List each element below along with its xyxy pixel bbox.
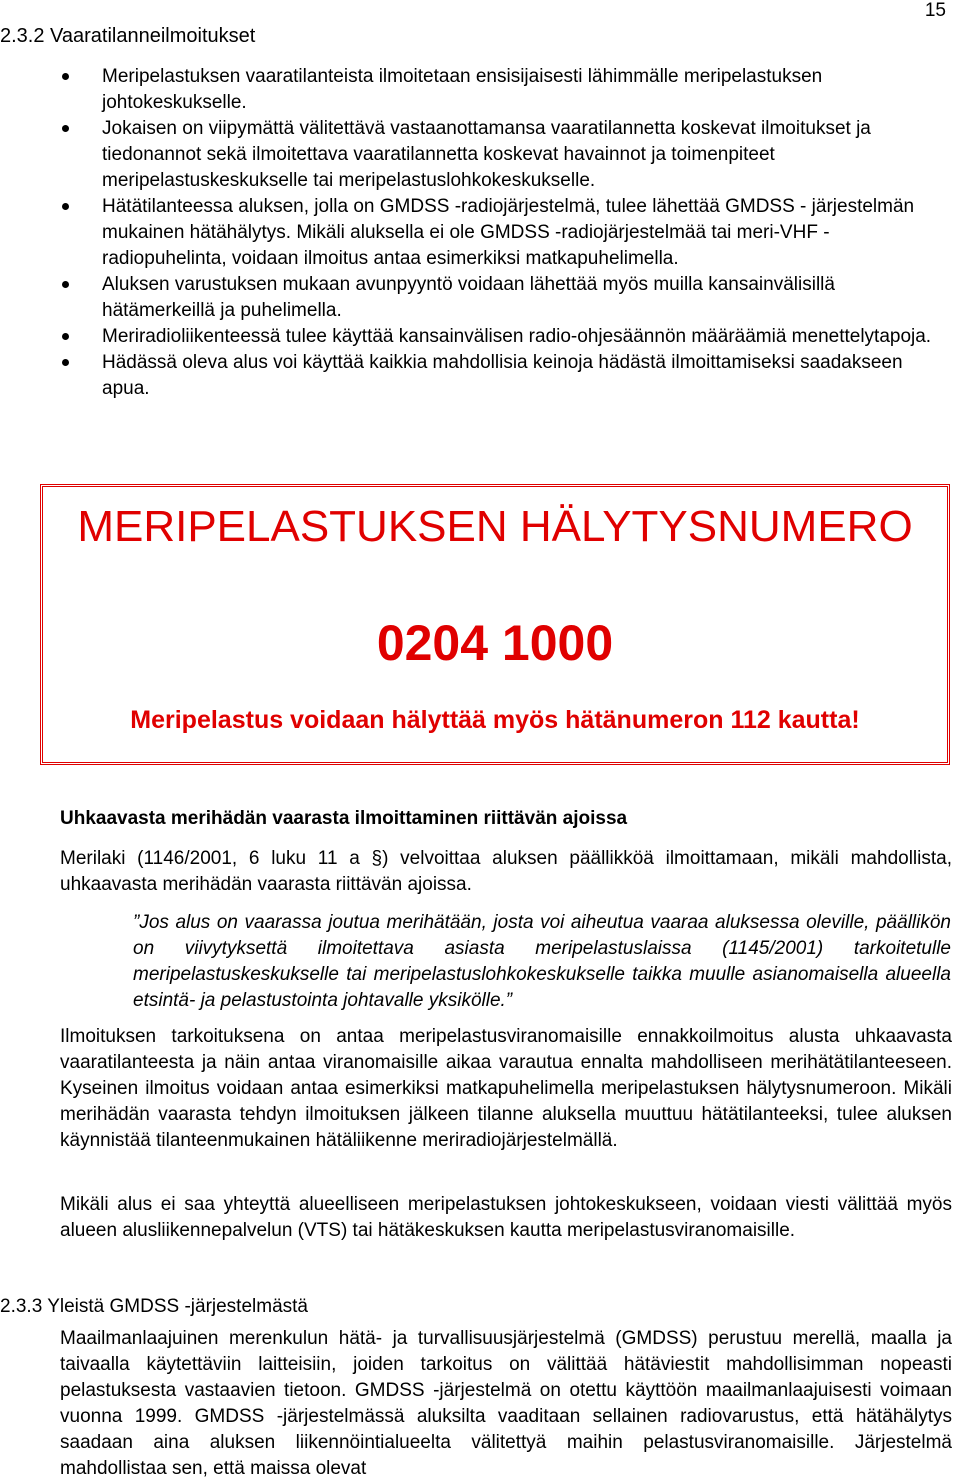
alarm-phone-number: 0204 1000 [376,615,614,671]
list-item [60,324,950,350]
bullet-icon [62,73,69,80]
bullet-icon [62,203,69,210]
list-item-text: Hädässä oleva alus voi käyttää kaikkia mahdollisia keinoja hädästä ilmoittamiseksi saadakseen apua. [102,352,903,399]
list-item [60,350,950,402]
list-item-text: Meriradioliikenteessä tulee käyttää kansainvälisen radio-ohjesäännön määräämiä menettelytapoja. [102,326,932,347]
alarm-number-box [40,484,950,765]
page-number: 15 [924,0,946,21]
list-item-text: Meripelastuksen vaaratilanteista ilmoitetaan ensisijaisesti lähimmälle meripelastuksen johtokeskukselle. [102,66,823,113]
bullet-icon [62,125,69,132]
list-item [60,194,950,272]
bullet-list [60,64,950,402]
vts-paragraph: Mikäli alus ei saa yhteyttä alueelliseen meripelastuksen johtokeskukseen, voidaan viesti välittää myös alueen alusliikennepalvelun (VTS) tai hätäkeskuksen kautta meripelastusviranomaisille. [60,1194,952,1241]
bullet-icon [62,359,69,366]
list-item [60,116,950,194]
purpose-paragraph: Ilmoituksen tarkoituksena on antaa meripelastusviranomaisille ennakkoilmoitus alusta uhkaavasta vaaratilanteesta ja näin antaa viranomaisille aikaa varautua ennalta mahdolliseen merihätätilanteeseen. Kyseinen ilmoitus voidaan antaa esimerkiksi matkapuhelimella meripelastuksen hälytysnumeroon. Mikäli merihädän vaarasta tehdyn ilmoituksen jälkeen tilanne aluksella muuttuu hätätilanteeksi, tulee aluksen käynnistää tilanteenmukainen hätäliikenne meriradiojärjestelmällä. [60,1026,952,1151]
warning-heading: Uhkaavasta merihädän vaarasta ilmoittaminen riittävän ajoissa [60,808,628,829]
alarm-note: Meripelastus voidaan hälyttää myös hätänumeron 112 kautta! [130,706,860,734]
bullet-icon [62,333,69,340]
bullet-icon [62,281,69,288]
gmdss-heading: 2.3.3 Yleistä GMDSS -järjestelmästä [0,1296,308,1317]
list-item [60,272,950,324]
list-item [60,64,950,116]
list-item-text: Hätätilanteessa aluksen, jolla on GMDSS -radiojärjestelmä, tulee lähettää GMDSS - järjestelmän mukainen hätähälytys. Mikäli aluksella ei ole GMDSS -radiojärjestelmää tai meri-VHF -radiopuhelinta, voidaan ilmoitus antaa esimerkiksi matkapuhelimella. [102,196,915,269]
warning-paragraph: Merilaki (1146/2001, 6 luku 11 a §) velvoittaa aluksen päällikköä ilmoittamaan, mikäli mahdollista, uhkaavasta merihädän vaarasta riittävän ajoissa. [60,848,952,895]
law-quote: ”Jos alus on vaarassa joutua merihätään, josta voi aiheutua vaaraa aluksessa oleville, päällikön on viivytyksettä ilmoitettava asiasta meripelastuslaissa (1145/2001) tarkoitetulle meripelastuskeskukselle tai meripelastuslohkokeskukselle taikka muulle asianomaisella alueella etsintä- ja pelastustointa johtavalle yksikölle.” [133,912,951,1011]
list-item-text: Jokaisen on viipymättä välitettävä vastaanottamansa vaaratilannetta koskevat ilmoitukset ja tiedonannot sekä ilmoitettava vaaratilannetta koskevat havainnot ja toimenpiteet meripelastuskeskukselle tai meripelastuslohkokeskukselle. [102,118,871,191]
gmdss-paragraph: Maailmanlaajuinen merenkulun hätä- ja turvallisuusjärjestelmä (GMDSS) perustuu merellä, maalla ja taivaalla käytettäviin laitteisiin, joiden tarkoitus on välittää hätäviestit mahdollisimman nopeasti pelastuksesta vastaavien tietoon. GMDSS -järjestelmä on otettu käyttöön maailmanlaajuisesti voimaan vuonna 1999. GMDSS -järjestelmässä aluksilta vaaditaan sellainen radiovarustus, että hätähälytys saadaan aina aluksen liikennöintialueelta välitettyä maihin pelastusviranomaisille. Järjestelmä mahdollistaa sen, että maissa olevat [60,1328,952,1479]
list-item-text: Aluksen varustuksen mukaan avunpyyntö voidaan lähettää myös muilla kansainvälisillä hätämerkeillä ja puhelimella. [102,274,835,321]
alarm-title: MERIPELASTUKSEN HÄLYTYSNUMERO [77,502,913,551]
section-heading: 2.3.2 Vaaratilanneilmoitukset [0,25,256,47]
